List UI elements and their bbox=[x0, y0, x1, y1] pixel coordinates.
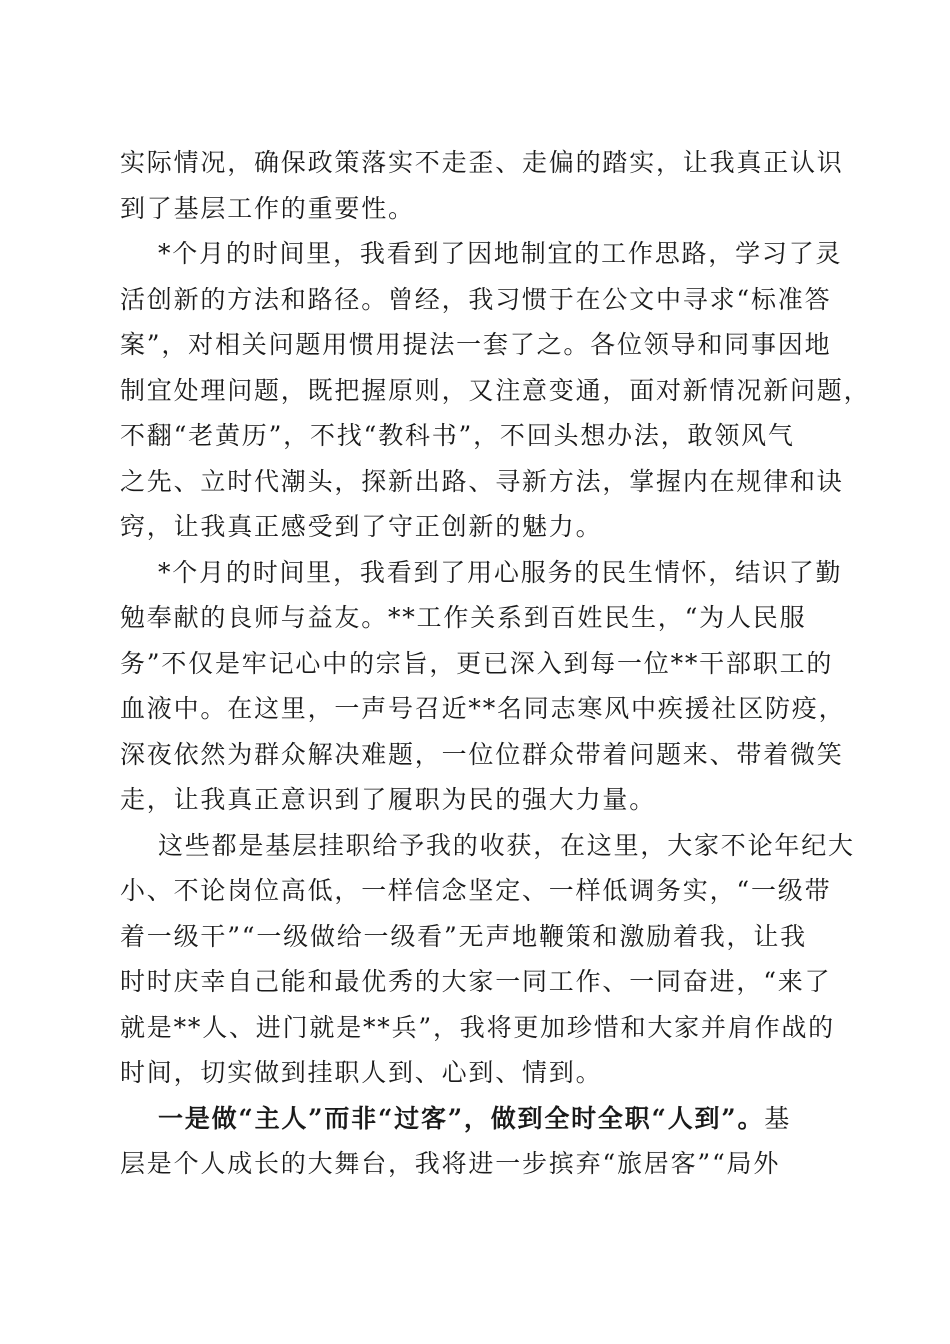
text-line: 小、不论岗位高低，一样信念坚定、一样低调务实，“一级带 bbox=[120, 876, 832, 905]
heading-continuation-text: 基 bbox=[764, 1103, 792, 1133]
text-line: 层是个人成长的大舞台，我将进一步摈弃“旅居客”“局外 bbox=[120, 1149, 781, 1178]
text-line: 时间，切实做到挂职人到、心到、情到。 bbox=[120, 1058, 603, 1087]
document-body bbox=[120, 140, 871, 1187]
text-line: 之先、立时代潮头，探新出路、寻新方法，掌握内在规律和诀 bbox=[120, 466, 844, 496]
paragraph-start-line: *个月的时间里，我看到了因地制宜的工作思路，学习了灵 bbox=[158, 239, 843, 268]
text-line: 实际情况，确保政策落实不走歪、走偏的踏实，让我真正认识 bbox=[120, 148, 844, 177]
text-line: 走，让我真正意识到了履职为民的强大力量。 bbox=[120, 785, 657, 814]
text-line: 务”不仅是牢记心中的宗旨，更已深入到每一位**干部职工的 bbox=[120, 648, 834, 678]
paragraph-start-line: 这些都是基层挂职给予我的收获，在这里，大家不论年纪大 bbox=[158, 830, 855, 860]
text-line: 勉奉献的良师与益友。**工作关系到百姓民生，“为人民服 bbox=[120, 603, 807, 632]
text-line: 到了基层工作的重要性。 bbox=[120, 193, 415, 223]
text-line: 血液中。在这里，一声号召近**名同志寒风中疾援社区防疫， bbox=[120, 694, 846, 723]
bold-heading-text: 一是做“主人”而非“过客”，做到全时全职“人到”。 bbox=[158, 1103, 765, 1133]
text-line: 活创新的方法和路径。曾经，我习惯于在公文中寻求“标准答 bbox=[120, 284, 832, 314]
text-line: 窍，让我真正感受到了守正创新的魅力。 bbox=[120, 512, 603, 541]
paragraph-start-line bbox=[120, 1096, 832, 1142]
text-line: 案”，对相关问题用惯用提法一套了之。各位领导和同事因地 bbox=[120, 330, 832, 359]
text-line: 时时庆幸自己能和最优秀的大家一同工作、一同奋进，“来了 bbox=[120, 967, 832, 996]
text-line: 深夜依然为群众解决难题，一位位群众带着问题来、带着微笑 bbox=[120, 739, 844, 769]
paragraph-start-line: *个月的时间里，我看到了用心服务的民生情怀，结识了勤 bbox=[158, 557, 843, 587]
text-line: 制宜处理问题，既把握原则，又注意变通，面对新情况新问题， bbox=[120, 375, 871, 405]
text-line: 不翻“老黄历”，不找“教科书”，不回头想办法，敢领风气 bbox=[120, 421, 795, 450]
text-line: 着一级干”“一级做给一级看”无声地鞭策和激励着我，让我 bbox=[120, 921, 807, 951]
text-line: 就是**人、进门就是**兵”，我将更加珍惜和大家并肩作战的 bbox=[120, 1012, 835, 1042]
